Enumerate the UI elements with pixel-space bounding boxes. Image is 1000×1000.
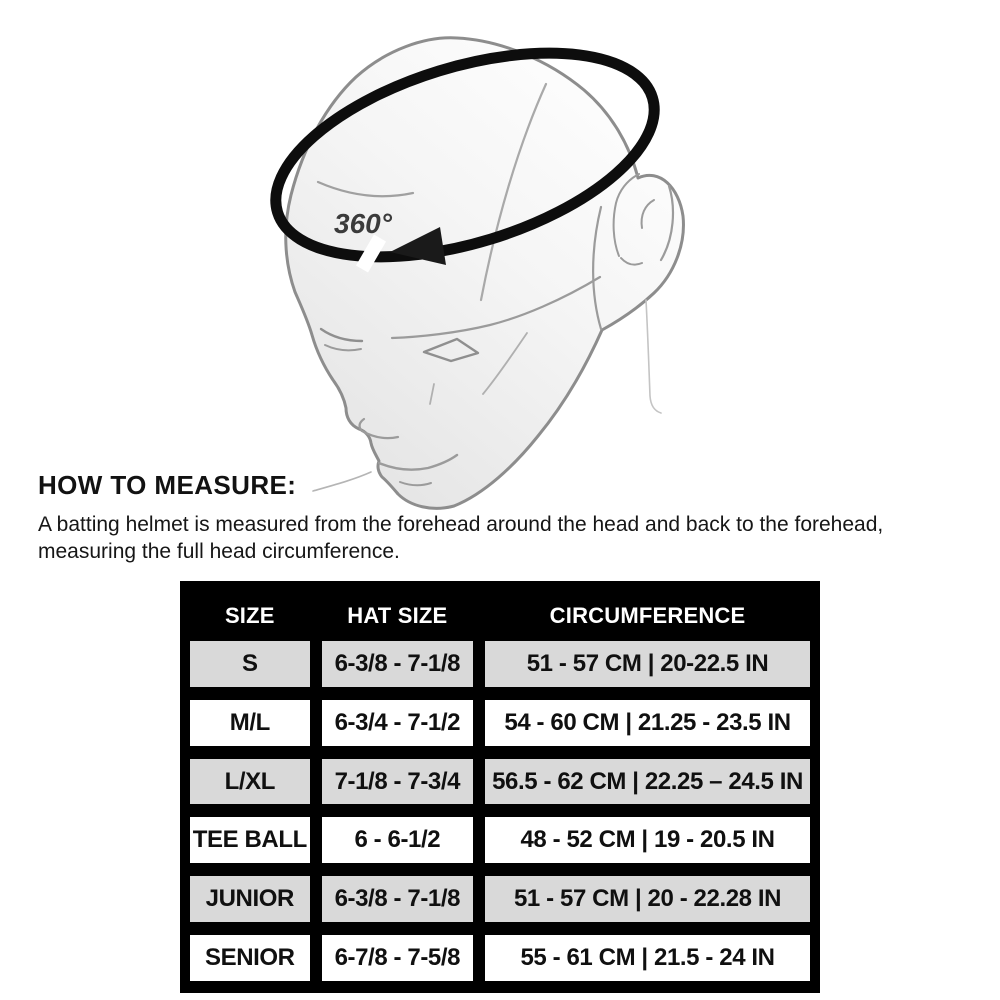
col-header-hat-size: HAT SIZE	[347, 603, 448, 628]
cell-size: M/L	[190, 700, 310, 746]
how-to-measure-heading: HOW TO MEASURE:	[38, 470, 297, 500]
table-row	[190, 817, 810, 863]
cell-size: SENIOR	[190, 935, 310, 981]
cell-size: TEE BALL	[190, 817, 310, 863]
col-header-circumference: CIRCUMFERENCE	[549, 603, 746, 628]
cell-size: L/XL	[190, 759, 310, 805]
cell-hat-size: 6-3/8 - 7-1/8	[322, 641, 473, 687]
table-row	[190, 641, 810, 687]
cell-circumference: 55 - 61 CM | 21.5 - 24 IN	[485, 935, 810, 981]
cell-size: JUNIOR	[190, 876, 310, 922]
table-row	[190, 935, 810, 981]
cell-hat-size: 6-7/8 - 7-5/8	[322, 935, 473, 981]
how-to-measure-description: A batting helmet is measured from the forehead around the head and back to the forehead, measuring the full head circumference.	[38, 513, 884, 563]
cell-circumference: 54 - 60 CM | 21.25 - 23.5 IN	[485, 700, 810, 746]
cell-hat-size: 6-3/4 - 7-1/2	[322, 700, 473, 746]
cell-circumference: 51 - 57 CM | 20-22.5 IN	[485, 641, 810, 687]
size-chart-table	[180, 581, 820, 993]
col-header-size: SIZE	[224, 603, 275, 628]
cell-hat-size: 6-3/8 - 7-1/8	[322, 876, 473, 922]
table-row	[190, 759, 810, 805]
table-header-row	[190, 595, 810, 637]
cell-circumference: 48 - 52 CM | 19 - 20.5 IN	[485, 817, 810, 863]
table-row	[190, 876, 810, 922]
cell-size: S	[190, 641, 310, 687]
table-row	[190, 700, 810, 746]
cell-hat-size: 7-1/8 - 7-3/4	[322, 759, 473, 805]
cell-hat-size: 6 - 6-1/2	[322, 817, 473, 863]
label-360: 360°	[334, 208, 392, 239]
cell-circumference: 56.5 - 62 CM | 22.25 – 24.5 IN	[485, 759, 810, 805]
table-body	[190, 641, 810, 981]
head-measure-illustration	[250, 0, 730, 520]
cell-circumference: 51 - 57 CM | 20 - 22.28 IN	[485, 876, 810, 922]
